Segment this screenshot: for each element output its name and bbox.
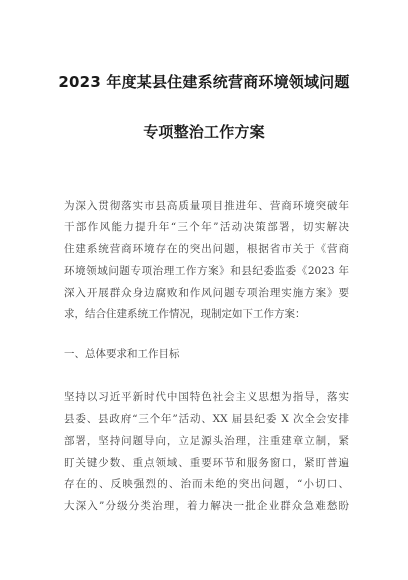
section-heading: 一、总体要求和工作目标 [64, 348, 180, 360]
section-line: 盯关键少数、重点领域、重要环节和服务窗口，紧盯普遍 [64, 457, 349, 469]
intro-line: 干部作风能力提升年“三个年”活动决策部署，切实解决 [64, 221, 349, 233]
intro-line: 为深入贯彻落实市县高质量项目推进年、营商环境突破年 [64, 200, 349, 212]
intro-line: 住建系统营商环境存在的突出问题，根据省市关于《营商 [64, 243, 349, 255]
intro-line: 深入开展群众身边腐败和作风问题专项治理实施方案》要 [64, 287, 349, 299]
section-line: 存在的、反映强烈的、治而未绝的突出问题，“小切口、 [64, 478, 349, 490]
section-line: 坚持以习近平新时代中国特色社会主义思想为指导，落实 [64, 391, 349, 403]
intro-line: 求，结合住建系统工作情况，现制定如下工作方案： [64, 308, 306, 320]
document-title-line-1: 2023 年度某县住建系统营商环境领域问题 [58, 73, 350, 91]
intro-line: 环境领域问题专项治理工作方案》和县纪委监委《2023 年 [64, 265, 349, 277]
document-title-line-2: 专项整治工作方案 [143, 123, 265, 141]
section-line: 大深入”分级分类治理，着力解决一批企业群众急难愁盼 [64, 500, 349, 512]
section-line: 县委、县政府“三个年”活动、XX 届县纪委 X 次全会安排 [64, 413, 349, 425]
section-line: 部署，坚持问题导向，立足源头治理，注重建章立制，紧 [64, 435, 349, 447]
